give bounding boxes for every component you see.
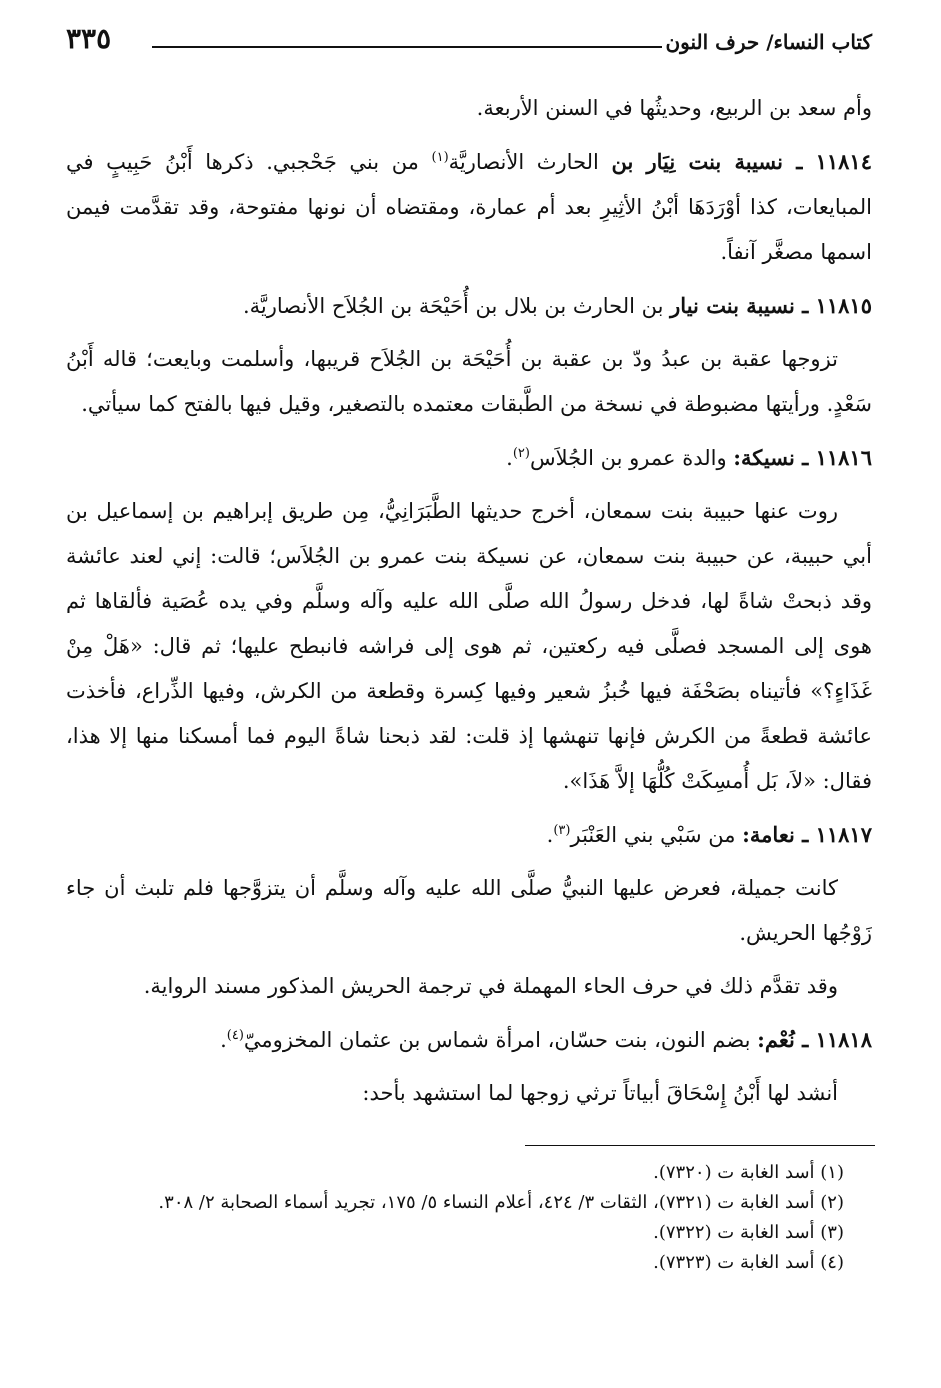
footnote-divider [525, 1145, 875, 1146]
footnote: (٢) أسد الغابة ت (٧٣٢١)، الثقات ٣/ ٤٢٤، أعلام النساء ٥/ ١٧٥، تجريد أسماء الصحابة ٢/ ٣٠٨. [158, 1192, 844, 1213]
main-text [66, 86, 872, 1124]
footnote-ref[interactable]: (٢) [512, 446, 530, 461]
paragraph: أنشد لها أَبْنُ إِسْحَاقَ أبياتاً ترثي زوجها لما استشهد بأحد: [362, 1081, 838, 1105]
footnote: (١) أسد الغابة ت (٧٣٢٠). [653, 1162, 844, 1183]
entry-paragraph: ١١٨١٦ ـ نسيكة: والدة عمرو بن الجُلاَس$^{(٢)}$. [506, 445, 872, 470]
entry-heading: ١١٨١٤ ـ نسيبة بنت نِيَار بن [611, 149, 872, 174]
paragraph: وقد تقدَّم ذلك في حرف الحاء المهملة في ترجمة الحريش المذكور مسند الرواية. [143, 974, 838, 998]
entry-paragraph: ١١٨١٤ ـ نسيبة بنت نِيَار بن الحارث الأنصاريَّة$^{(١)}$ من بني جَحْجبي. ذكرها أَبْنُ حَبِيبٍ في المبايعات، كذا أوْرَدَهَا أبْنُ الأثِيرِ بعد أم عمارة، ومقتضاه أن نونها مفتوحة، وقد تقدَّمت فيمن اسمها مصغَّر آنفاً. [66, 149, 872, 264]
header-rule [152, 46, 662, 48]
footnote: (٣) أسد الغابة ت (٧٣٢٢). [653, 1222, 844, 1243]
page-header [66, 22, 872, 62]
paragraph: كانت جميلة، فعرض عليها النبيُّ صلَّى الله عليه وآله وسلَّم أن يتزوَّجها فلم تلبث أن جاء زَوْجُها الحريش. [66, 876, 872, 945]
entry-paragraph: ١١٨١٧ ـ نعامة: من سَبْي بني العَنْبَر$^{(٣)}$. [546, 822, 872, 847]
paragraph: روت عنها حبيبة بنت سمعان، أخرج حديثها الطَّبَرَانِيُّ، مِن طريق إبراهيم بن إسماعيل بن أبي حبيبة، عن حبيبة بنت سمعان، عن نسيكة بنت عمرو بن الجُلاَس؛ قالت: إني لعند عائشة وقد ذبحتْ شاةً لها، فدخل رسولُ الله صلَّى الله عليه وآله وسلَّم وفي يده عُصَية فألقاها ثم هوى إلى المسجد فصلَّى فيه ركعتين، ثم هوى إلى فراشه فانبطح عليها؛ ثم قال: «هَلْ مِنْ غَذَاءٍ؟» فأتيناه بصَحْفَة فيها خُبزُ شعير وفيها كِسرة وقطعة من الكرش، وفيها الذِّراع، فأخذت عائشة قطعةً من الكرش فإنها تنهشها إذ قلت: لقد ذبحنا شاةً اليوم فما أمسكنا منها إلا هذا، فقال: «لاَ، بَل أُمسِكَتْ كُلُّهَا إلاَّ هَذَا». [66, 499, 872, 793]
entry-paragraph: ١١٨١٥ ـ نسيبة بنت نيار بن الحارث بن بلال بن أُحَيْحَة بن الجُلاَح الأنصاريَّة. [242, 293, 872, 318]
paragraph: وأم سعد بن الربيع، وحديثُها في السنن الأربعة. [476, 96, 872, 120]
entry-paragraph: ١١٨١٨ ـ نُعْم: بضم النون، بنت حسّان، امرأة شماس بن عثمان المخزوميّ$^{(٤)}$. [220, 1027, 872, 1052]
footnotes [66, 1158, 844, 1278]
footnote: (٤) أسد الغابة ت (٧٣٢٣). [653, 1252, 844, 1273]
entry-heading: ١١٨١٥ ـ نسيبة بنت نيار [670, 293, 872, 318]
footnote-ref[interactable]: (٣) [553, 823, 571, 838]
entry-heading: ١١٨١٧ ـ نعامة: [742, 822, 872, 847]
page-number: ٣٣٥ [66, 22, 112, 55]
entry-heading: ١١٨١٦ ـ نسيكة: [733, 445, 872, 470]
footnote-ref[interactable]: (٤) [226, 1028, 244, 1043]
paragraph: تزوجها عقبة بن عبدُ ودّ بن عقبة بن أُحَيْحَة بن الجُلاَح قريبها، وأسلمت وبايعت؛ قاله أَبْنُ سَعْدٍ. ورأيتها مضبوطة في نسخة من الطَّبقات معتمده بالتصغير، وقيل فيها بالفتح كما سيأتي. [66, 347, 872, 416]
entry-heading: ١١٨١٨ ـ نُعْم: [757, 1027, 872, 1052]
footnote-ref[interactable]: (١) [431, 150, 449, 165]
running-title: كتاب النساء/ حرف النون [665, 30, 872, 54]
